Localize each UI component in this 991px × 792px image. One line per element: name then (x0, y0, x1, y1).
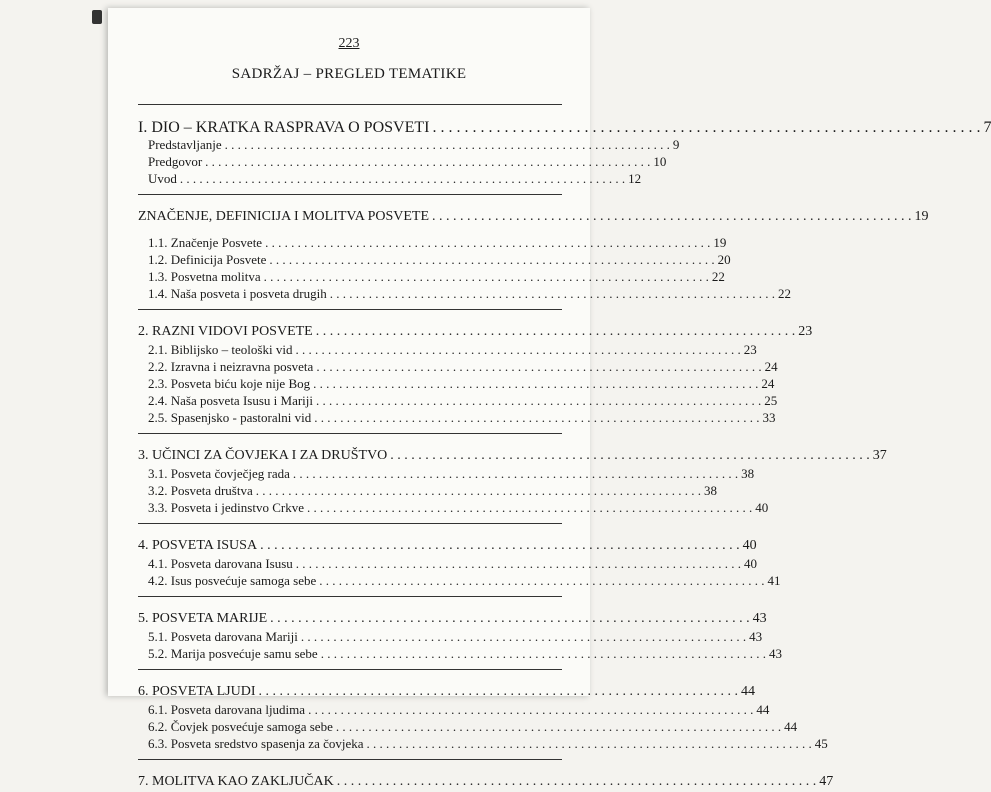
toc-item (138, 342, 757, 359)
dot-leader (293, 466, 738, 482)
book-page (108, 8, 991, 789)
page-title: SADRŽAJ – PREGLED TEMATIKE (231, 66, 467, 82)
toc-item-page: 33 (762, 410, 776, 425)
dot-leader (256, 483, 701, 499)
toc-item-text: 1.4. Naša posveta i posveta drugih (148, 286, 327, 301)
toc-item-page: 12 (628, 171, 642, 186)
dot-leader (336, 719, 781, 735)
toc-item-page: 24 (761, 376, 775, 391)
dot-leader (319, 573, 764, 589)
toc-item (138, 702, 770, 719)
dot-leader (264, 269, 709, 285)
toc-heading (138, 774, 834, 792)
dot-leader (265, 235, 710, 251)
dot-leader (316, 359, 761, 375)
dot-leader (296, 556, 741, 572)
toc-heading (138, 119, 991, 137)
toc-item-text: 5.1. Posveta darovana Mariji (148, 629, 298, 644)
section-divider (138, 194, 562, 209)
toc-item-page: 40 (744, 556, 758, 571)
toc-item-page: 20 (717, 252, 731, 267)
dot-leader (314, 410, 759, 426)
toc-item (138, 466, 755, 483)
section-divider (138, 104, 562, 119)
toc-heading-text: 3. UČINCI ZA ČOVJEKA I ZA DRUŠTVO (138, 448, 388, 463)
dot-leader (259, 684, 739, 700)
toc-item (138, 556, 758, 573)
toc-item-text: 4.2. Isus posvećuje samoga sebe (148, 573, 317, 588)
toc-heading (138, 324, 813, 342)
toc-heading-text: ZNAČENJE, DEFINICIJA I MOLITVA POSVETE (138, 209, 430, 224)
toc-item-text: Uvod (148, 171, 177, 186)
toc-heading-page: 23 (798, 324, 813, 339)
toc-item (138, 573, 781, 590)
toc-heading (138, 684, 755, 702)
toc-heading-text: 5. POSVETA MARIJE (138, 611, 268, 626)
toc-item-page: 43 (768, 646, 782, 661)
toc-item (138, 500, 769, 517)
toc-item-text: 6.3. Posveta sredstvo spasenja za čovjeka (148, 736, 364, 751)
toc-item-text: 1.2. Definicija Posvete (148, 252, 267, 267)
toc-item-text: 2.4. Naša posveta Isusu i Mariji (148, 393, 314, 408)
toc-item-text: 5.2. Marija posvećuje samu sebe (148, 646, 318, 661)
section-divider (138, 669, 562, 684)
toc-item-text: 2.5. Spasenjsko - pastoralni vid (148, 410, 312, 425)
toc-item (138, 137, 680, 154)
toc-item (138, 359, 778, 376)
toc-item-page: 44 (784, 719, 798, 734)
toc-heading (138, 611, 767, 629)
dot-leader (180, 171, 625, 187)
toc-item-page: 19 (713, 235, 727, 250)
toc-item-text: 4.1. Posveta darovana Isusu (148, 556, 293, 571)
dot-leader (316, 324, 796, 340)
toc-item-page: 10 (653, 154, 667, 169)
page-number: 223 (338, 36, 360, 51)
toc-item-page: 44 (756, 702, 770, 717)
toc-item-text: 1.1. Značenje Posvete (148, 235, 263, 250)
toc-item (138, 393, 778, 410)
toc-item (138, 154, 667, 171)
toc-item-text: 6.2. Čovjek posvećuje samoga sebe (148, 719, 333, 734)
dot-leader (337, 774, 817, 790)
dot-leader (295, 342, 740, 358)
toc-item (138, 252, 731, 269)
page-edge-mark (92, 10, 102, 24)
toc-item-page: 38 (703, 483, 717, 498)
toc-item (138, 235, 727, 252)
toc-heading-page: 47 (819, 774, 834, 789)
toc-item (138, 719, 798, 736)
dot-leader (225, 137, 670, 153)
section-divider (138, 309, 562, 324)
toc-heading-text: 7. MOLITVA KAO ZAKLJUČAK (138, 774, 334, 789)
toc-item-text: 6.1. Posveta darovana ljudima (148, 702, 306, 717)
toc-item-page: 25 (764, 393, 778, 408)
toc-heading-text: 4. POSVETA ISUSA (138, 538, 258, 553)
section-divider (138, 523, 562, 538)
toc-heading-text: 6. POSVETA LJUDI (138, 684, 256, 699)
toc-item-page: 22 (711, 269, 725, 284)
toc-heading (138, 448, 887, 466)
toc-item-page: 24 (764, 359, 778, 374)
toc-item (138, 646, 782, 663)
dot-leader (390, 448, 870, 464)
toc-item-page: 45 (814, 736, 828, 751)
toc-item (138, 269, 725, 286)
toc-item-text: Predgovor (148, 154, 203, 169)
toc-heading-page: 37 (872, 448, 887, 463)
dot-leader (270, 611, 750, 627)
toc-item-page: 22 (777, 286, 791, 301)
toc-item-text: Predstavljanje (148, 137, 222, 152)
toc-item-page: 9 (672, 137, 680, 152)
toc-heading-text: I. DIO – KRATKA RASPRAVA O POSVETI (138, 119, 430, 136)
dot-leader (260, 538, 740, 554)
dot-leader (269, 252, 714, 268)
toc-item (138, 171, 642, 188)
toc-item-text: 3.1. Posveta čovječjeg rada (148, 466, 290, 481)
toc-item-text: 2.1. Biblijsko – teološki vid (148, 342, 293, 357)
toc-heading-page: 19 (914, 209, 929, 224)
toc-item-text: 3.3. Posveta i jedinstvo Crkve (148, 500, 304, 515)
toc-item-page: 43 (749, 629, 763, 644)
toc-heading-text: 2. RAZNI VIDOVI POSVETE (138, 324, 313, 339)
toc-item (138, 376, 775, 393)
toc-item-text: 1.3. Posvetna molitva (148, 269, 261, 284)
section-divider (138, 759, 562, 774)
toc-heading (138, 538, 757, 556)
toc-item-text: 2.3. Posveta biću koje nije Bog (148, 376, 311, 391)
toc-heading (138, 209, 929, 227)
dot-leader (321, 646, 766, 662)
toc-item (138, 286, 791, 303)
toc-item-page: 38 (741, 466, 755, 481)
toc-heading-page: 7 (983, 119, 991, 136)
dot-leader (313, 376, 758, 392)
dot-leader (367, 736, 812, 752)
toc-item (138, 629, 763, 646)
toc-heading-page: 44 (741, 684, 755, 699)
toc-item (138, 410, 776, 427)
dot-leader (308, 702, 753, 718)
toc-heading-page: 40 (742, 538, 757, 553)
dot-leader (316, 393, 761, 409)
table-of-contents (138, 98, 991, 792)
toc-item-text: 2.2. Izravna i neizravna posveta (148, 359, 314, 374)
toc-item-text: 3.2. Posveta društva (148, 483, 253, 498)
toc-item-page: 41 (767, 573, 781, 588)
toc-item (138, 736, 828, 753)
toc-item (138, 483, 717, 500)
toc-item-page: 23 (743, 342, 757, 357)
toc-heading-page: 43 (752, 611, 767, 626)
section-divider (138, 596, 562, 611)
toc-item-page: 40 (755, 500, 769, 515)
dot-leader (432, 119, 980, 137)
dot-leader (301, 629, 746, 645)
dot-leader (330, 286, 775, 302)
dot-leader (307, 500, 752, 516)
dot-leader (432, 209, 912, 225)
dot-leader (205, 154, 650, 170)
section-divider (138, 433, 562, 448)
